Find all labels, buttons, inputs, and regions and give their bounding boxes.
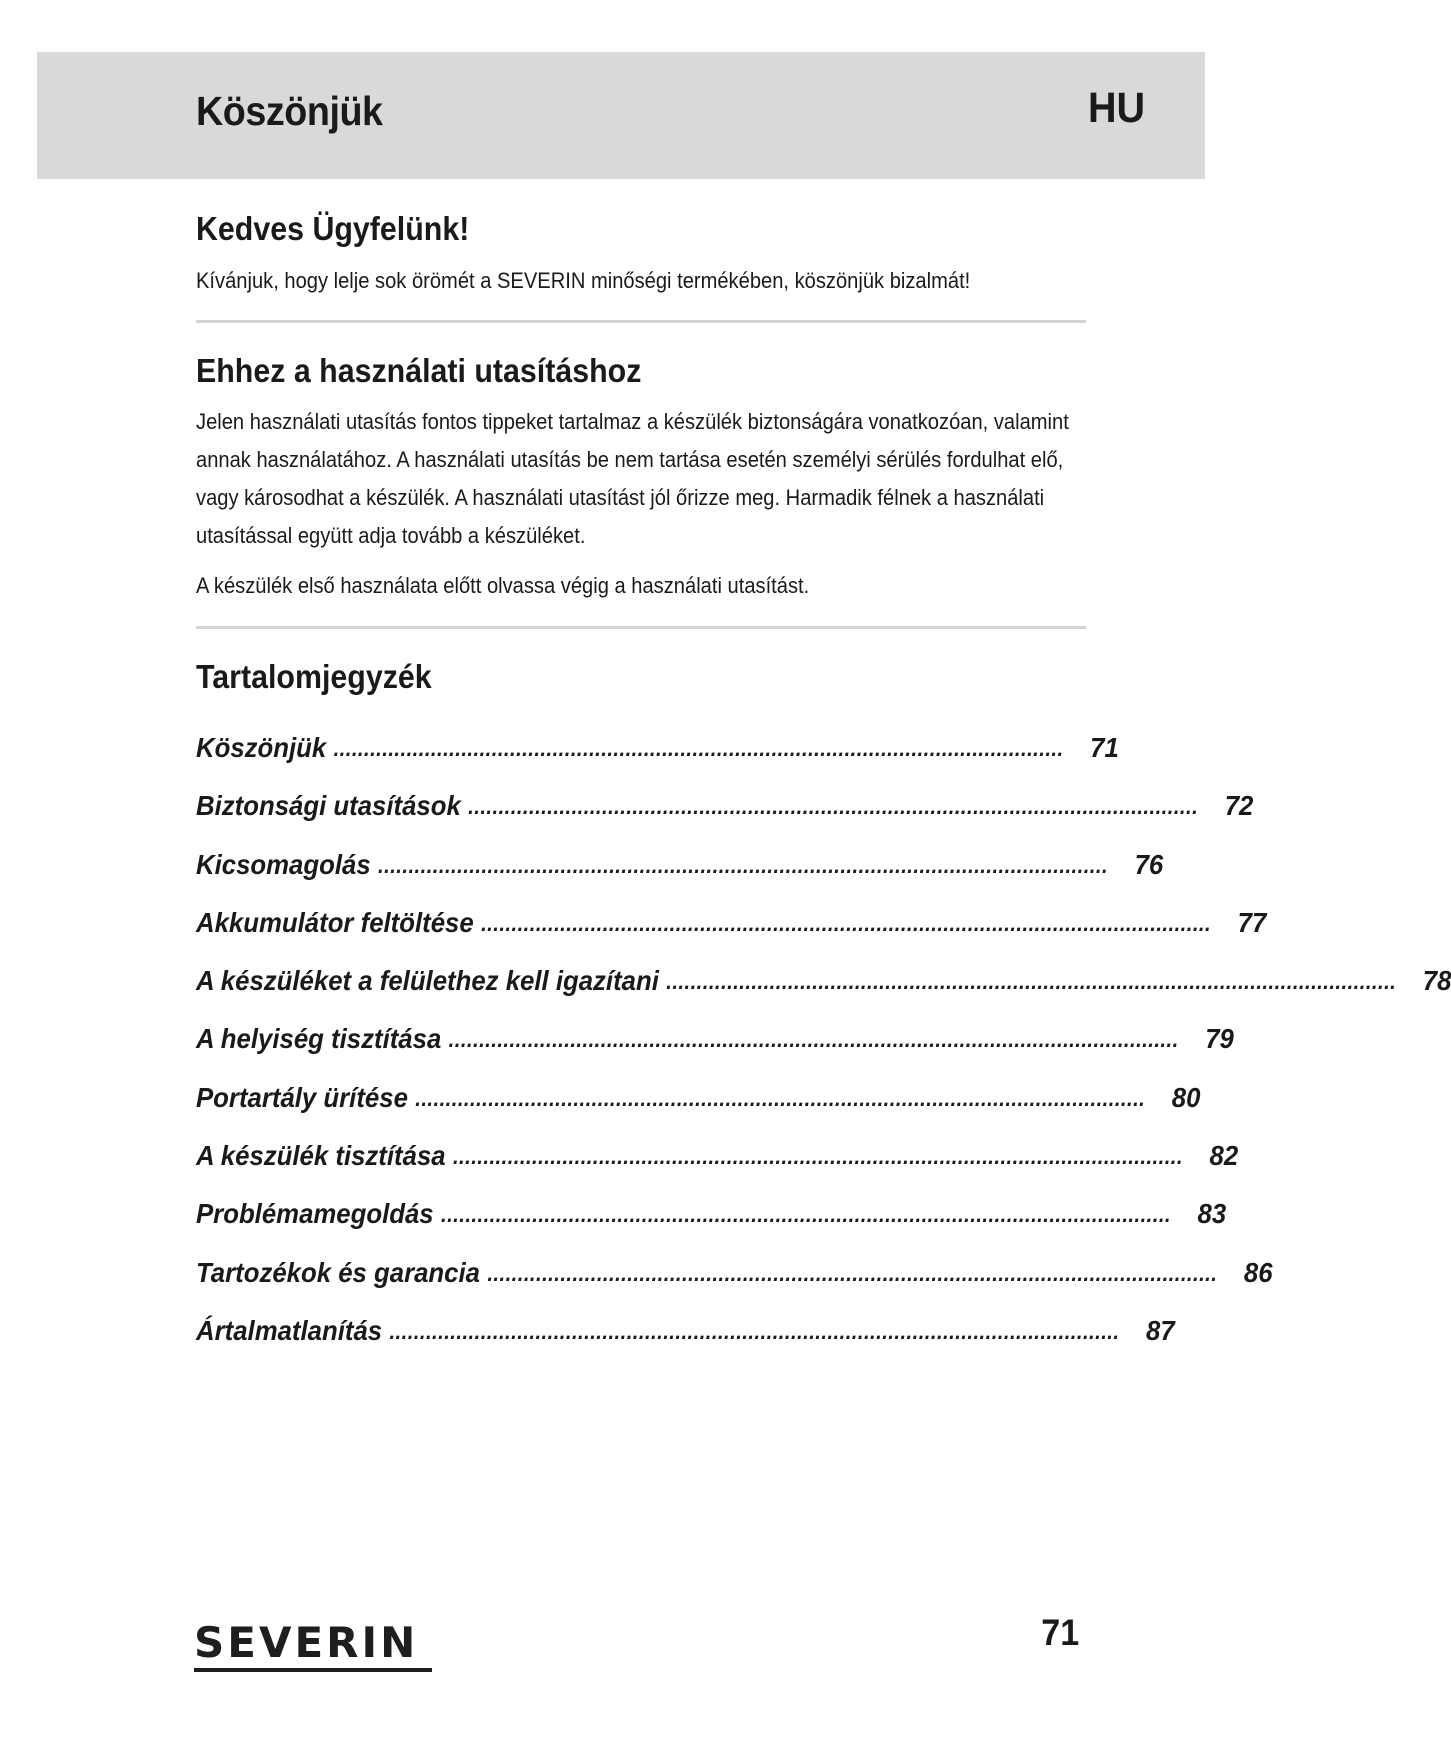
manual-paragraph: Jelen használati utasítás fontos tippeket tartalmaz a készülék biztonságára vonatkozóan, valamint annak használatához. A használati utasítás be nem tartása esetén személyi sérülés fordulhat elő, vagy károsodhat a készülék. A használati utasítást jól őrizze meg. Harmadik félnek a használati utasítással együtt adja tovább a készüléket. <box>196 409 1069 548</box>
toc-entry[interactable] <box>196 906 1267 965</box>
toc-entry-label: Portartály ürítése <box>196 1081 408 1113</box>
toc-entry-page: 79 <box>1205 1023 1234 1055</box>
toc-entry-leader: ........................................................................................................................ <box>448 1027 1179 1053</box>
toc-entry-page: 82 <box>1209 1140 1239 1172</box>
toc-entry[interactable] <box>196 848 1164 907</box>
greeting-heading: Kedves Ügyfelünk! <box>196 210 470 247</box>
toc-entry[interactable] <box>196 790 1254 848</box>
toc-entry-page: 86 <box>1243 1256 1273 1288</box>
toc-entry[interactable] <box>196 732 1119 790</box>
toc-entry[interactable] <box>196 1140 1239 1198</box>
divider <box>196 320 1086 323</box>
toc-entry-label: A készülék tisztítása <box>196 1140 446 1172</box>
toc-entry-label: Ártalmatlanítás <box>196 1314 383 1346</box>
toc-entry-label: Köszönjük <box>196 732 327 763</box>
page-title: Köszönjük <box>196 88 383 134</box>
toc-entry-leader: ........................................................................................................................ <box>415 1085 1146 1111</box>
toc-entry-leader: ........................................................................................................................ <box>468 794 1199 820</box>
table-of-contents <box>196 732 1451 1373</box>
toc-entry[interactable] <box>196 1023 1234 1081</box>
toc-entry-label: Problémamegoldás <box>196 1198 434 1230</box>
toc-entry-leader: ........................................................................................................................ <box>378 852 1109 878</box>
brand-logo <box>194 1620 432 1672</box>
toc-entry-label: Akkumulátor feltöltése <box>196 906 474 938</box>
toc-entry[interactable] <box>196 1256 1273 1315</box>
toc-entry-leader: ........................................................................................................................ <box>487 1260 1218 1286</box>
toc-entry-label: A készüléket a felülethez kell igazítani <box>196 965 659 997</box>
page-number: 71 <box>1041 1612 1079 1653</box>
toc-entry-label: Kicsomagolás <box>196 848 371 880</box>
greeting-text: Kívánjuk, hogy lelje sok örömét a SEVERIN minőségi termékében, köszönjük bizalmát! <box>196 268 971 293</box>
manual-heading: Ehhez a használati utasításhoz <box>196 352 642 389</box>
toc-entry[interactable] <box>196 1314 1175 1373</box>
toc-entry-page: 87 <box>1146 1314 1175 1346</box>
brand-logo-text: SEVERIN <box>194 1618 419 1667</box>
toc-entry-leader: ........................................................................................................................ <box>452 1144 1183 1170</box>
toc-entry-page: 78 <box>1422 965 1451 997</box>
toc-entry-label: Biztonsági utasítások <box>196 790 461 822</box>
toc-entry-label: Tartozékok és garancia <box>196 1256 480 1288</box>
brand-logo-underline <box>194 1668 432 1672</box>
divider <box>196 626 1086 629</box>
toc-heading: Tartalomjegyzék <box>196 658 432 695</box>
toc-entry-leader: ........................................................................................................................ <box>666 969 1397 995</box>
toc-entry[interactable] <box>196 1081 1201 1140</box>
toc-entry-page: 76 <box>1134 848 1164 880</box>
toc-entry-leader: ........................................................................................................................ <box>441 1202 1172 1228</box>
toc-entry-page: 83 <box>1197 1198 1227 1230</box>
toc-entry-leader: ........................................................................................................................ <box>481 910 1212 936</box>
toc-entry-leader: ........................................................................................................................ <box>333 736 1064 761</box>
toc-entry-page: 72 <box>1224 790 1254 822</box>
toc-entry-page: 80 <box>1171 1081 1201 1113</box>
toc-entry-leader: ........................................................................................................................ <box>389 1318 1120 1344</box>
manual-paragraph: A készülék első használata előtt olvassa végig a használati utasítást. <box>196 573 810 598</box>
language-code: HU <box>1087 84 1145 132</box>
toc-entry[interactable] <box>196 965 1451 1023</box>
toc-entry-page: 77 <box>1237 906 1267 938</box>
toc-entry-page: 71 <box>1090 732 1119 763</box>
toc-entry-label: A helyiség tisztítása <box>196 1023 442 1055</box>
toc-entry[interactable] <box>196 1198 1227 1256</box>
